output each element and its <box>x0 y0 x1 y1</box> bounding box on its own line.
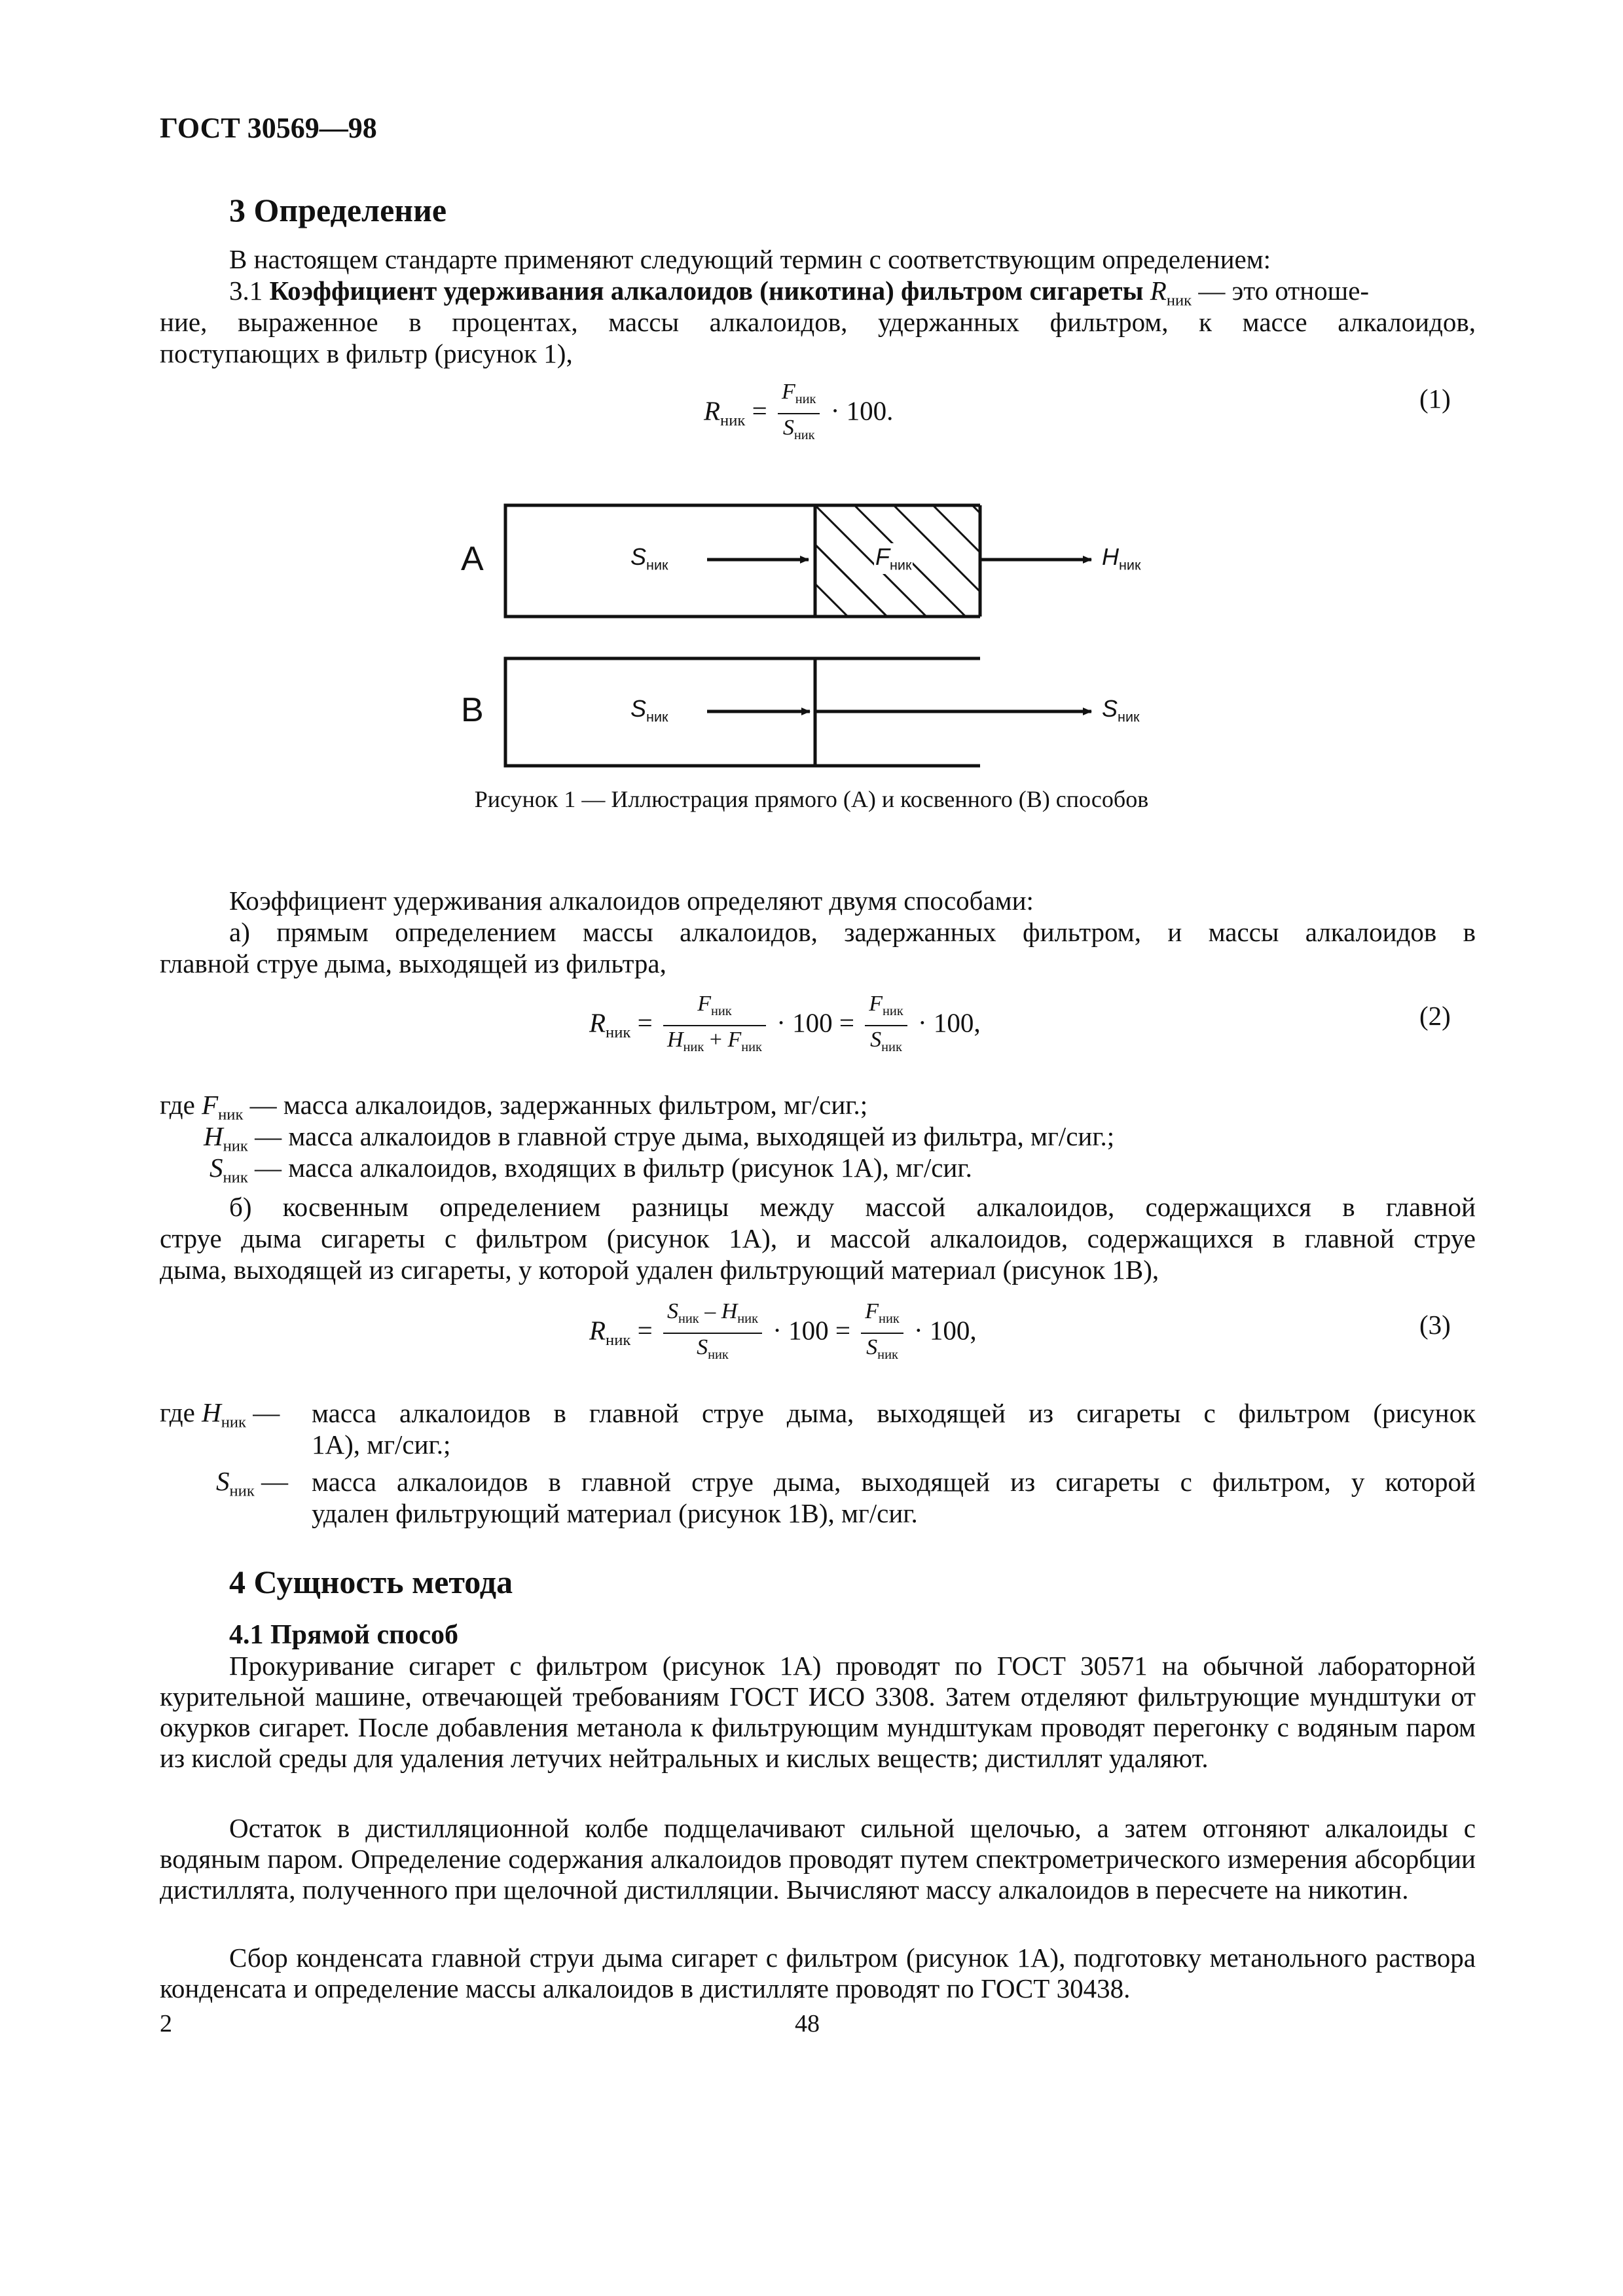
term-name: Коэффициент удерживания алкалоидов (никотина) фильтром сигареты <box>269 276 1144 306</box>
def-h-row: $H_{ник}$ — масса алкалоидов в главной струе дыма, выходящей из фильтра, мг/сиг.; <box>204 1121 1115 1155</box>
method-a-line1: а) прямым определением массы алкалоидов, задержанных фильтром, и массы алкалоидов в <box>229 917 1476 947</box>
figure-label-b: B <box>461 691 484 729</box>
figure-panel-a <box>505 505 1091 617</box>
equation-number-1: (1) <box>1419 384 1451 414</box>
section-4-paragraph-3: Сбор конденсата главной струи дыма сигарет с фильтром (рисунок 1А), подготовку метанольного раствора конденсата и определение массы алкалоидов в дистилляте проводят по ГОСТ 30438. <box>160 1943 1476 2003</box>
method-a-line2: главной струе дыма, выходящей из фильтра, <box>160 948 666 978</box>
figure-label-a: A <box>461 540 484 578</box>
term-number: 3.1 <box>229 276 263 306</box>
def2-s-symbol: $S_{ник}$ — <box>216 1466 289 1500</box>
def-f-row: где $F_{ник}$ — масса алкалоидов, задержанных фильтром, мг/сиг.; <box>160 1090 868 1124</box>
doc-code-header: ГОСТ 30569—98 <box>160 112 377 144</box>
def2-h-symbol: где $H_{ник}$ — <box>160 1397 280 1431</box>
section-3-intro: В настоящем стандарте применяют следующий термин с соответствующим определением: <box>229 244 1271 274</box>
figure-1-diagram <box>0 0 1623 851</box>
page-number-center: 48 <box>795 2010 820 2037</box>
equation-number-2: (2) <box>1419 1001 1451 1031</box>
figure-b-s-out-label: $S_{ник}$ <box>1102 695 1140 725</box>
figure-a-h-label: $H_{ник}$ <box>1102 543 1141 573</box>
def2-s-line1: масса алкалоидов в главной струе дыма, выходящей из сигареты с фильтром, у которой <box>312 1467 1476 1497</box>
formula-2: $R_{ник}$ = $\frac{F_{ник}}{H_{ник} + F_{ник}}$ · 100 = $\frac{F_{ник}}{S_{ник}}$ · 100, <box>589 992 981 1055</box>
term-definition-line3: поступающих в фильтр (рисунок 1), <box>160 338 573 368</box>
section-3-title: 3 Определение <box>229 192 447 228</box>
method-b-line2: струе дыма сигареты с фильтром (рисунок 1А), и массой алкалоидов, содержащихся в главной струе <box>160 1223 1476 1253</box>
def2-h-line1: масса алкалоидов в главной струе дыма, выходящей из сигареты с фильтром (рисунок <box>312 1398 1476 1428</box>
figure-a-s-label: $S_{ник}$ <box>630 543 668 573</box>
figure-b-s-in-label: $S_{ник}$ <box>630 695 668 725</box>
formula-1: $R_{ник}$ = $\frac{F_{ник}}{S_{ник}}$ · 100. <box>704 380 894 443</box>
term-rest: — это отноше- <box>1198 276 1370 306</box>
def2-h-line2: 1А), мг/сиг.; <box>312 1429 451 1460</box>
method-b-line1: б) косвенным определением разницы между массой алкалоидов, содержащихся в главной <box>229 1192 1476 1222</box>
def2-s-line2: удален фильтрующий материал (рисунок 1В), мг/сиг. <box>312 1498 918 1528</box>
figure-a-f-label: $F_{ник}$ <box>875 543 912 573</box>
term-symbol: $R_{ник}$ <box>1150 276 1192 310</box>
figure-panel-b <box>505 658 1091 766</box>
formula-3: $R_{ник}$ = $\frac{S_{ник} - H_{ник}}{S_{ник}}$ · 100 = $\frac{F_{ник}}{S_{ник}}$ · 100, <box>589 1299 977 1363</box>
def-s-row: $S_{ник}$ — масса алкалоидов, входящих в фильтр (рисунок 1А), мг/сиг. <box>210 1153 972 1187</box>
page-number-left: 2 <box>160 2010 172 2037</box>
methods-intro: Коэффициент удерживания алкалоидов определяют двумя способами: <box>229 886 1034 916</box>
method-b-line3: дыма, выходящей из сигареты, у которой удален фильтрующий материал (рисунок 1В), <box>160 1255 1159 1285</box>
section-4-paragraph-2: Остаток в дистилляционной колбе подщелачивают сильной щелочью, а затем отгоняют алкалоиды с водяным паром. Определение содержания алкалоидов проводят путем спектрометрического измерения абсорбции дистиллята, полученного при щелочной дистилляции. Вычисляют массу алкалоидов в пересчете на никотин. <box>160 1813 1476 1905</box>
section-4-title: 4 Сущность метода <box>229 1564 513 1600</box>
section-4-paragraph-1: Прокуривание сигарет с фильтром (рисунок 1А) проводят по ГОСТ 30571 на обычной лабораторной курительной машине, отвечающей требованиям ГОСТ ИСО 3308. Затем отделяют фильтрующие мундштуки от окурков сигарет. После добавления метанола к фильтрующим мундштукам проводят перегонку с водяным паром из кислой среды для удаления летучих нейтральных и кислых веществ; дистиллят удаляют. <box>160 1651 1476 1773</box>
figure-1-caption: Рисунок 1 — Иллюстрация прямого (А) и косвенного (В) способов <box>474 786 1149 812</box>
term-definition-line2: ние, выраженное в процентах, массы алкалоидов, удержанных фильтром, к массе алкалоидов, <box>160 307 1476 337</box>
section-4-1-title: 4.1 Прямой способ <box>229 1620 458 1650</box>
equation-number-3: (3) <box>1419 1310 1451 1340</box>
